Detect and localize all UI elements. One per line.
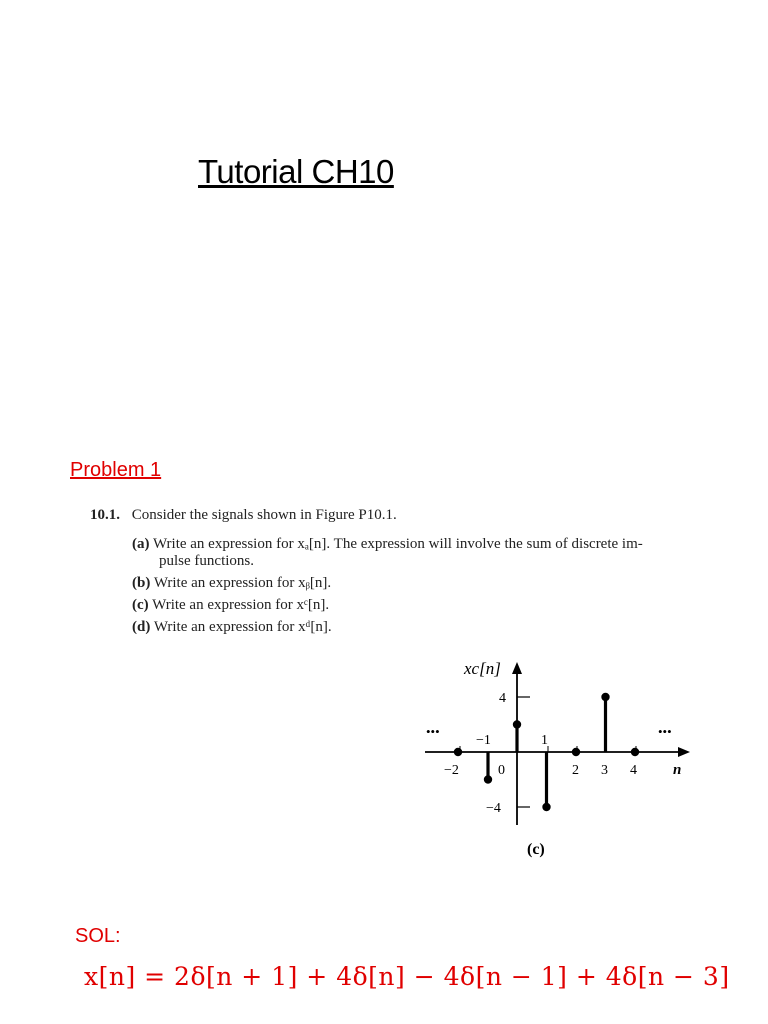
y-tick-label: 4	[499, 691, 506, 706]
x-tick-label: 4	[630, 763, 637, 778]
y-tick-label: −4	[486, 801, 501, 816]
stem-point	[572, 748, 580, 756]
y-axis-arrow	[512, 662, 522, 674]
stem-chart	[400, 650, 710, 870]
right-ellipsis: •••	[658, 724, 672, 739]
x-tick-label: −2	[444, 763, 459, 778]
solution-equation: x[n] = 2δ[n + 1] + 4δ[n] − 4δ[n − 1] + 4δ[n − 3]	[84, 962, 730, 991]
left-ellipsis: •••	[426, 724, 440, 739]
problem-heading: Problem 1	[70, 459, 162, 481]
part-label: (a)	[132, 536, 150, 552]
stem-point	[601, 693, 609, 701]
stem-point	[454, 748, 462, 756]
x-tick-label: 1	[541, 733, 548, 748]
part-label: (c)	[132, 597, 149, 613]
x-tick-label: 3	[601, 763, 608, 778]
part-label: (d)	[132, 619, 151, 635]
part-text: Write an expression for xₐ[n]. The expression will involve the sum of discrete im-	[152, 536, 643, 552]
part-text: Write an expression for xᶜ[n].	[152, 597, 330, 613]
part-text: Write an expression for xᵦ[n].	[153, 575, 332, 591]
x-tick-label: 2	[572, 763, 579, 778]
part-label: (b)	[132, 575, 151, 591]
problem-number: 10.1.	[90, 507, 120, 523]
part-text: Write an expression for xᵈ[n].	[153, 619, 332, 635]
solution-label: SOL:	[75, 925, 121, 947]
stem-point	[484, 775, 492, 783]
stem-point	[631, 748, 639, 756]
page-title: Tutorial CH10	[198, 153, 394, 190]
x-tick-label: 0	[498, 763, 505, 778]
part-text: pulse functions.	[159, 553, 254, 569]
stem-point	[542, 803, 550, 811]
problem-intro: Consider the signals shown in Figure P10.1.	[131, 507, 397, 523]
x-tick-label: −1	[476, 733, 491, 748]
x-axis-arrow	[678, 747, 690, 757]
x-axis-label: n	[673, 762, 682, 778]
chart-title: xc[n]	[464, 659, 501, 678]
stem-point	[513, 720, 521, 728]
chart-caption: (c)	[527, 841, 545, 858]
